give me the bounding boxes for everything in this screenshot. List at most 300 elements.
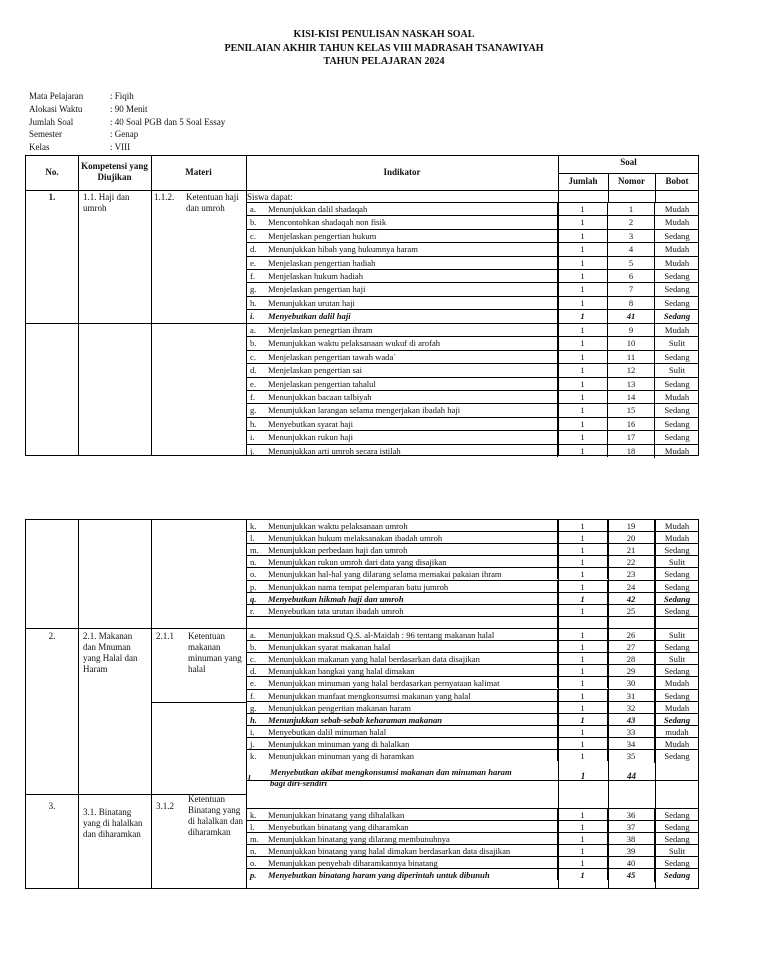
row-letter: a.	[250, 630, 256, 640]
row-jumlah: 1	[580, 678, 585, 689]
row-jumlah: 1	[580, 870, 585, 880]
row-nomor: 33	[626, 726, 636, 737]
col-nomor: Nomor	[618, 176, 645, 186]
indikator-row	[246, 390, 698, 403]
row-bobot	[655, 617, 699, 629]
row-jumlah: 1	[580, 204, 585, 214]
row-nomor: 41	[626, 311, 636, 322]
row-bobot: Sedang	[655, 568, 699, 580]
indikator-row	[246, 580, 698, 592]
row-nomor: 25	[626, 605, 636, 616]
row-letter: g.	[250, 284, 257, 295]
row-bobot: mudah	[655, 726, 699, 738]
row-jumlah: 1	[580, 284, 585, 295]
row-letter: e.	[250, 678, 256, 689]
row-letter: o.	[250, 569, 257, 580]
indikator-row	[246, 215, 698, 228]
row-letter: g.	[250, 405, 257, 416]
row-text: Menyebutkan tata urutan ibadah umroh	[268, 605, 404, 616]
row-jumlah: 1	[580, 432, 585, 443]
row-nomor: 7	[628, 284, 634, 295]
row-text: Menjelaskan hukum hadiah	[268, 271, 363, 281]
section-no: 3.	[48, 801, 56, 811]
row-jumlah: 1	[580, 630, 585, 640]
row-jumlah: 1	[580, 378, 585, 389]
col-soal: Soal	[620, 157, 637, 167]
indikator-row	[246, 323, 698, 336]
row-text: Menyebutkan dalil haji	[268, 311, 351, 322]
row-text: Menunjukkan hibah yang hukumnya haram	[268, 244, 418, 255]
row-bobot: Mudah	[655, 677, 699, 689]
row-letter: i.	[250, 311, 255, 322]
col-kompetensi: Kompetensi yang Diujikan	[81, 161, 148, 182]
row-nomor: 27	[626, 642, 636, 653]
row-jumlah: 1	[580, 714, 585, 725]
indikator-row	[246, 664, 698, 676]
row-nomor: 28	[626, 654, 636, 665]
row-jumlah: 1	[580, 311, 585, 322]
col-jumlah: Jumlah	[568, 176, 598, 186]
indikator-row	[246, 242, 698, 255]
row-bobot: Sedang	[655, 665, 699, 677]
row-text: Menunjukkan sebab-sebab keharaman makanan	[268, 714, 443, 725]
row-letter: m.	[250, 545, 259, 556]
row-letter: e.	[250, 378, 256, 389]
row-text: Menyebutkan dalil minuman halal	[268, 726, 387, 737]
row-bobot: Mudah	[655, 738, 699, 750]
indikator-row	[246, 202, 698, 215]
row-jumlah: 1	[580, 605, 585, 616]
row-text: Menunjukkan syarat makanan halal	[268, 642, 391, 653]
row-text: Menunjukkan pengertian makanan haram	[268, 702, 411, 713]
meta-key: Semester	[29, 129, 62, 140]
indikator-row	[246, 832, 698, 844]
row-bobot: Mudah	[655, 445, 699, 458]
row-text: Menunjukkan manfaat mengkonsumsi makanan yang halal	[268, 690, 471, 701]
row-jumlah: 1	[580, 351, 585, 362]
row-text: Menjelaskan pengertian hadiah	[268, 257, 376, 268]
row-jumlah: 1	[580, 230, 585, 241]
row-text: Menunjukkan perbedaan haji dan umroh	[268, 545, 408, 556]
indikator-row	[246, 820, 698, 832]
col-no: No.	[45, 167, 59, 177]
row-letter: b.	[250, 338, 257, 349]
section-no: 1.	[48, 192, 56, 202]
row-nomor: 34	[626, 738, 636, 749]
row-bobot: Sedang	[655, 833, 699, 845]
indikator-row	[246, 689, 698, 701]
row-bobot: Sedang	[655, 283, 699, 296]
indikator-row	[246, 350, 698, 363]
meta-key: Jumlah Soal	[29, 116, 74, 127]
row-bobot: Mudah	[655, 520, 699, 532]
indikator-row	[246, 531, 698, 543]
row-letter: g.	[250, 702, 257, 713]
row-text: Menunjukkan dalil shadaqah	[268, 204, 368, 214]
row-jumlah: 1	[580, 533, 585, 544]
row-bobot: Mudah	[655, 532, 699, 544]
row-letter: k.	[250, 751, 257, 761]
indikator-row	[246, 567, 698, 579]
section-kompetensi: 2.1. Makanan dan Mnuman yang Halal dan Haram	[83, 631, 138, 674]
indikator-row-l	[248, 767, 558, 789]
row-letter: d.	[250, 666, 257, 677]
indikator-row	[246, 444, 698, 457]
materi-text: Ketentuan haji dan umroh	[186, 192, 239, 213]
row-text: Menjelaskan pengertian haji	[268, 284, 366, 295]
col-indikator: Indikator	[383, 167, 421, 177]
meta-key: Alokasi Waktu	[29, 103, 83, 114]
row-nomor: 26	[626, 630, 636, 640]
row-bobot: Sedang	[655, 857, 699, 869]
indikator-row	[246, 640, 698, 652]
row-nomor: 15	[626, 405, 636, 416]
row-bobot: Mudah	[655, 216, 699, 229]
row-letter: f.	[250, 271, 256, 281]
row-nomor: 9	[628, 325, 634, 335]
row-text: Menunjukkan waktu pelaksanaan wukuf di arofah	[268, 338, 441, 349]
row-nomor: 6	[628, 271, 634, 281]
row-bobot: Sedang	[655, 310, 699, 323]
row-text: Menjelaskan pengertian tahalul	[268, 378, 376, 389]
row-nomor: 12	[626, 365, 636, 376]
row-letter: m.	[250, 834, 259, 844]
row-nomor: 37	[626, 822, 636, 832]
row-text: Menunjukkan bangkai yang halal dimakan	[268, 666, 415, 677]
row-bobot: Sedang	[655, 690, 699, 702]
document-title	[0, 28, 768, 69]
indikator-row	[246, 403, 698, 416]
row-nomor: 39	[626, 846, 636, 856]
row-text	[268, 617, 556, 629]
row-bobot: Mudah	[655, 324, 699, 337]
row-nomor: 42	[626, 593, 636, 604]
title-line-3: TAHUN PELAJARAN 2024	[323, 56, 445, 67]
title-line-1: KISI-KISI PENULISAN NASKAH SOAL	[293, 29, 475, 40]
row-letter: k.	[250, 521, 257, 531]
indikator-row	[246, 856, 698, 868]
row-jumlah: 1	[580, 418, 585, 429]
row-nomor: 23	[626, 569, 636, 580]
indikator-row	[246, 808, 698, 820]
row-letter: l.	[250, 533, 255, 544]
row-jumlah: 1	[580, 846, 585, 856]
row-text: Menyebutkan binatang haram yang diperintah untuk dibunuh	[268, 870, 490, 880]
materi-code: 2.1.1	[156, 631, 174, 641]
indikator-row	[246, 725, 698, 737]
row-bobot: Sedang	[655, 593, 699, 605]
row-jumlah: 1	[580, 545, 585, 556]
row-bobot: Sedang	[655, 641, 699, 653]
row-letter: j.	[250, 738, 255, 749]
row-bobot: Sulit	[655, 556, 699, 568]
row-bobot: Sedang	[655, 297, 699, 310]
row-bobot: Sedang	[655, 809, 699, 821]
row-bobot: Mudah	[655, 391, 699, 404]
row-nomor: 24	[626, 581, 636, 592]
row-nomor: 44	[627, 771, 636, 781]
materi-text: Ketentuan Binatang yang di halalkan dan diharamkan	[188, 794, 243, 837]
row-letter: c.	[250, 230, 256, 241]
row-jumlah: 1	[580, 666, 585, 677]
row-bobot: Sedang	[655, 821, 699, 833]
indikator-row	[246, 592, 698, 604]
row-bobot: Mudah	[655, 257, 699, 270]
row-nomor: 8	[628, 297, 634, 308]
row-letter: p.	[250, 870, 257, 880]
indikator-row	[246, 737, 698, 749]
row-jumlah: 1	[580, 593, 585, 604]
meta-value: : 90 Menit	[110, 103, 148, 114]
row-jumlah: 1	[580, 392, 585, 402]
row-letter: h.	[250, 297, 257, 308]
row-nomor: 31	[626, 690, 636, 701]
row-bobot: Sedang	[655, 270, 699, 283]
row-letter: l.	[248, 773, 253, 783]
row-letter: l.	[250, 822, 255, 832]
row-text: Menunjukkan minuman yang di haramkan	[268, 751, 415, 761]
section-kompetensi: 1.1. Haji dan umroh	[83, 192, 130, 213]
row-bobot: Sedang	[655, 869, 699, 881]
indikator-row	[246, 844, 698, 856]
row-bobot: Sedang	[655, 351, 699, 364]
grid-table-2	[25, 519, 699, 889]
row-letter: n.	[250, 557, 257, 568]
row-bobot: Sedang	[655, 581, 699, 593]
row-jumlah: 1	[580, 217, 585, 228]
row-jumlah: 1	[580, 445, 585, 456]
row-nomor: 36	[626, 810, 636, 820]
row-letter: b.	[250, 217, 257, 228]
row-text: Menjelaskan pengertian tawah wada`	[268, 351, 397, 362]
row-bobot: Sedang	[655, 230, 699, 243]
row-text: Menunjukkan makanan yang halal berdasarkan data disajikan	[268, 654, 480, 665]
row-nomor: 45	[626, 870, 636, 880]
row-bobot: Sulit	[655, 845, 699, 857]
row-nomor: 21	[626, 545, 636, 556]
row-jumlah: 1	[580, 557, 585, 568]
indikator-row	[246, 309, 698, 322]
indikator-row	[246, 336, 698, 349]
indikator-row	[246, 363, 698, 376]
row-jumlah: 1	[580, 702, 585, 713]
row-nomor: 17	[626, 432, 636, 443]
row-nomor: 35	[626, 751, 636, 761]
row-letter: a.	[250, 325, 256, 335]
row-bobot: Sedang	[655, 378, 699, 391]
row-jumlah: 1	[580, 834, 585, 844]
row-letter: o.	[250, 858, 257, 868]
row-text: Menjelaskan pengertian hukum	[268, 230, 377, 241]
row-letter: d.	[250, 244, 257, 255]
row-letter: f.	[250, 392, 256, 402]
row-nomor: 5	[628, 257, 634, 268]
row-bobot: Sedang	[655, 431, 699, 444]
row-letter: h.	[250, 714, 257, 725]
row-nomor: 13	[626, 378, 636, 389]
row-nomor: 11	[626, 351, 636, 362]
indikator-row	[246, 749, 698, 761]
row-text: Menunjukkan minuman yang di halalkan	[268, 738, 410, 749]
row-nomor: 29	[626, 666, 636, 677]
indikator-row	[246, 296, 698, 309]
meta-value: : Genap	[110, 129, 139, 140]
indikator-row	[246, 256, 698, 269]
row-bobot: Mudah	[655, 243, 699, 256]
row-jumlah: 1	[580, 690, 585, 701]
row-text: Menunjukkan waktu pelaksanaan umroh	[268, 521, 408, 531]
meta-key: Kelas	[29, 142, 50, 153]
row-nomor: 1	[628, 204, 634, 214]
row-nomor: 38	[626, 834, 636, 844]
row-letter: a.	[250, 204, 256, 214]
row-nomor: 10	[626, 338, 636, 349]
row-text: Menjelaskan pengertian sai	[268, 365, 363, 376]
row-text: Menyebutkan hikmah haji dan umroh	[268, 593, 404, 604]
indikator-row	[246, 628, 698, 640]
row-text: Menyebutkan binatang yang diharamkan	[268, 822, 409, 832]
row-bobot: Sulit	[655, 364, 699, 377]
col-bobot: Bobot	[665, 176, 689, 186]
row-text: Menunjukkan maksud Q.S. al-Maidah : 96 tentang makanan halal	[268, 630, 495, 640]
row-letter: b.	[250, 642, 257, 653]
row-jumlah: 1	[580, 858, 585, 868]
row-bobot: Sedang	[655, 418, 699, 431]
row-letter: d.	[250, 365, 257, 376]
row-jumlah: 1	[580, 257, 585, 268]
indikator-row	[246, 543, 698, 555]
row-nomor: 16	[626, 418, 636, 429]
section-no: 2.	[48, 631, 56, 641]
row-letter: j.	[250, 445, 255, 456]
row-letter: f.	[250, 690, 256, 701]
row-text: Menunjukkan penyebab diharamkannya binatang	[268, 858, 438, 868]
row-letter: c.	[250, 654, 256, 665]
row-text: Menunjukkan binatang yang halal dimakan berdasarkan data disajikan	[268, 846, 511, 856]
title-line-2: PENILAIAN AKHIR TAHUN KELAS VIII MADRASAH TSANAWIYAH	[224, 42, 544, 54]
row-text: Menunjukkan bacaan talbiyah	[268, 392, 372, 402]
row-text: Menunjukkan rukun haji	[268, 432, 353, 443]
indikator-row	[246, 282, 698, 295]
row-letter: c.	[250, 351, 256, 362]
row-jumlah: 1	[580, 771, 586, 781]
row-text-2: bagi diri-sendiri	[270, 778, 328, 788]
grid-table-1	[25, 155, 699, 456]
row-nomor: 2	[628, 217, 634, 228]
row-text: Menunjukkan nama tempat pelemparan batu jumroh	[268, 581, 449, 592]
row-text: Menyebutkan syarat haji	[268, 418, 353, 429]
row-nomor: 4	[628, 244, 634, 255]
meta-value: : Fiqih	[110, 91, 134, 101]
meta-value: : 40 Soal PGB dan 5 Soal Essay	[110, 116, 226, 127]
row-text: Menunjukkan binatang yang dihalalkan	[268, 810, 405, 820]
section-kompetensi: 3.1. Binatang yang di halalkan dan diharamkan	[83, 807, 143, 839]
row-nomor: 32	[626, 702, 636, 713]
row-jumlah: 1	[580, 271, 585, 281]
row-nomor: 18	[626, 445, 636, 456]
row-nomor: 40	[626, 858, 636, 868]
row-nomor: 20	[626, 533, 636, 544]
row-jumlah: 1	[580, 405, 585, 416]
indikator-intro: Siswa dapat:	[247, 192, 293, 202]
row-jumlah: 1	[580, 738, 585, 749]
row-text: Mencontohkan shadaqah non fisik	[268, 217, 387, 228]
row-jumlah: 1	[580, 365, 585, 376]
indikator-row	[246, 713, 698, 725]
meta-key: Mata Pelajaran	[29, 91, 84, 101]
row-nomor: 19	[626, 521, 636, 531]
row-jumlah: 1	[580, 569, 585, 580]
row-text: Menunjukkan larangan selama mengerjakan ibadah haji	[268, 405, 461, 416]
row-jumlah: 1	[580, 297, 585, 308]
indikator-row	[246, 676, 698, 688]
row-jumlah: 1	[580, 822, 585, 832]
indikator-row	[246, 377, 698, 390]
row-jumlah: 1	[580, 338, 585, 349]
row-text: Menunjukkan urutan haji	[268, 297, 355, 308]
row-text-1: Menyebutkan akibat mengkonsumsi makanan dan minuman haram	[270, 767, 512, 777]
row-text: Menunjukkan rukun umroh dari data yang disajikan	[268, 557, 447, 568]
row-jumlah	[558, 617, 607, 629]
row-letter: r.	[250, 605, 255, 616]
row-jumlah: 1	[580, 521, 585, 531]
row-letter: h.	[250, 418, 257, 429]
indikator-row	[246, 417, 698, 430]
meta-info	[29, 90, 225, 154]
row-bobot: Sedang	[655, 750, 699, 762]
row-bobot: Sedang	[655, 605, 699, 617]
row-jumlah: 1	[580, 726, 585, 737]
row-bobot: Mudah	[655, 702, 699, 714]
row-nomor: 30	[626, 678, 636, 689]
indikator-row	[246, 555, 698, 567]
row-text: Menunjukkan binatang yang dilarang membunuhnya	[268, 834, 450, 844]
row-bobot: Sulit	[655, 629, 699, 641]
row-jumlah: 1	[580, 654, 585, 665]
row-letter: k.	[250, 810, 257, 820]
row-letter: e.	[250, 257, 256, 268]
row-jumlah: 1	[580, 810, 585, 820]
row-nomor: 3	[628, 230, 634, 241]
row-letter: q.	[250, 593, 257, 604]
row-text: Menunjukkan hukum melaksanakan ibadah umroh	[268, 533, 443, 544]
row-text: Menunjukkan arti umroh secara istilah	[268, 445, 401, 456]
indikator-row	[246, 652, 698, 664]
indikator-row	[246, 430, 698, 443]
row-text: Menunjukkan minuman yang halal berdasarkan pernyataan kalimat	[268, 678, 500, 689]
indikator-row	[246, 229, 698, 242]
materi-code: 1.1.2.	[154, 192, 175, 202]
row-nomor: 43	[626, 714, 636, 725]
row-bobot: Sedang	[655, 544, 699, 556]
row-bobot: Sedang	[655, 714, 699, 726]
row-nomor	[608, 617, 654, 629]
indikator-row	[246, 519, 698, 531]
row-nomor: 14	[626, 392, 636, 402]
meta-value: : VIII	[110, 142, 131, 153]
indikator-row	[246, 616, 698, 628]
row-jumlah: 1	[580, 642, 585, 653]
row-text: Menjelaskan penegrtian ihram	[268, 325, 373, 335]
row-jumlah: 1	[580, 751, 585, 761]
col-materi: Materi	[185, 167, 212, 177]
row-text: Menunjukkan hal-hal yang dilarang selama memakai pakaian ihram	[268, 569, 502, 580]
row-bobot: Mudah	[655, 203, 699, 216]
row-bobot: Sedang	[655, 404, 699, 417]
indikator-row	[246, 701, 698, 713]
row-jumlah: 1	[580, 244, 585, 255]
indikator-row	[246, 269, 698, 282]
